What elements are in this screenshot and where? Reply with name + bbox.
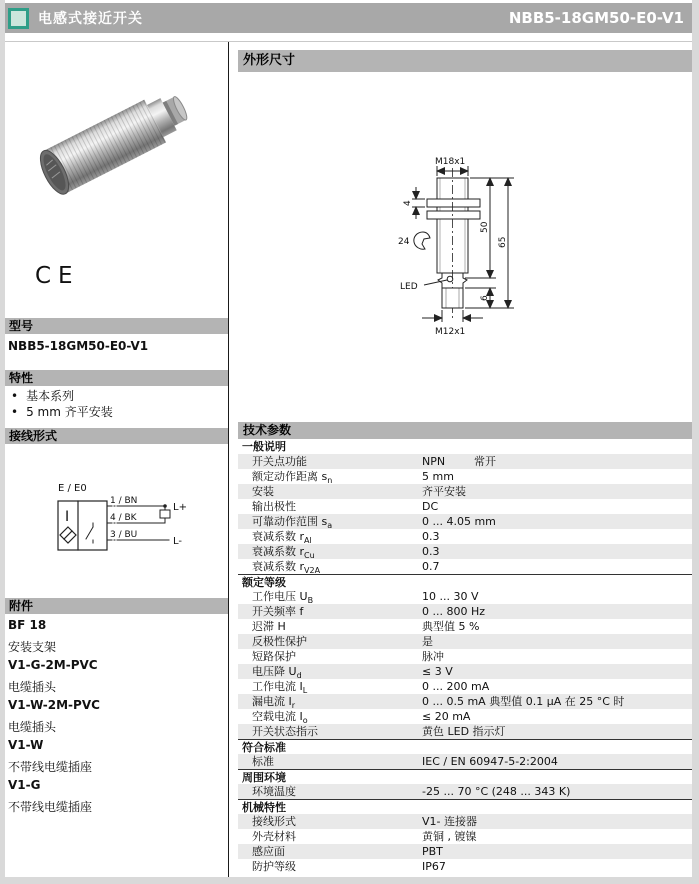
- table-section-title: 一般说明: [242, 440, 286, 453]
- param-value: 0 ... 0.5 mA 典型值 0.1 μA 在 25 °C 时: [422, 695, 625, 708]
- table-row: [238, 709, 692, 724]
- wiring-symbol: I: [65, 509, 70, 525]
- param-label: 短路保护: [252, 650, 296, 663]
- param-value: 脉冲: [422, 650, 444, 663]
- column-divider: [228, 42, 229, 877]
- ce-mark: CE: [35, 263, 80, 289]
- accessory-item: [8, 698, 218, 734]
- param-label: 环境温度: [252, 785, 296, 798]
- accessory-desc: 安装支架: [8, 640, 57, 654]
- table-row: [238, 604, 692, 619]
- param-label: 衰减系数 $r_{Al}$: [252, 530, 312, 544]
- dim-nut-height: 4: [403, 200, 413, 206]
- left-column: [5, 33, 228, 877]
- section-header-model: 型号: [5, 318, 228, 334]
- param-value: 0 ... 4.05 mm: [422, 515, 496, 528]
- table-row: [238, 514, 692, 529]
- table-row: [238, 559, 692, 574]
- section-header-connection: 接线形式: [5, 428, 228, 444]
- table-row: [238, 664, 692, 679]
- section-header-accessories: 附件: [5, 598, 228, 614]
- param-value: PBT: [422, 845, 443, 858]
- wiring-diagram: [55, 481, 235, 577]
- accessories-list: [8, 618, 218, 818]
- header-part-number: NBB5-18GM50-E0-V1: [508, 9, 684, 27]
- table-row: [238, 829, 692, 844]
- table-row: [238, 814, 692, 829]
- param-value: ≤ 20 mA: [422, 710, 471, 723]
- paper: [5, 0, 692, 877]
- terminal-lminus: L-: [173, 536, 183, 547]
- table-section-title: 周围环境: [238, 769, 692, 784]
- param-value: 0.3: [422, 545, 440, 558]
- table-section-title: 机械特性: [238, 799, 692, 814]
- param-label: 感应面: [252, 845, 285, 858]
- param-label: 漏电流 $I_r$: [252, 695, 296, 709]
- param-value: 0 ... 800 Hz: [422, 605, 486, 618]
- param-value: IP67: [422, 860, 446, 873]
- param-label: 外壳材料: [252, 830, 296, 843]
- table-row: [238, 499, 692, 514]
- dim-thread-bottom: M12x1: [435, 327, 466, 337]
- terminal-lplus: L+: [173, 502, 187, 513]
- accessory-item: [8, 738, 218, 774]
- table-row: [238, 859, 692, 874]
- table-row: [238, 454, 692, 469]
- accessory-desc: 电缆插头: [8, 720, 57, 734]
- param-value: DC: [422, 500, 439, 513]
- table-row: [238, 784, 692, 799]
- table-row: [238, 694, 692, 709]
- page-title: 电感式接近开关: [38, 11, 143, 27]
- dim-thread-top: M18x1: [435, 157, 466, 167]
- accessory-item: [8, 618, 218, 654]
- feature-item: • 基本系列: [11, 388, 113, 404]
- param-value: -25 ... 70 °C (248 ... 343 K): [422, 785, 571, 798]
- table-row: [238, 649, 692, 664]
- section-header-dimensions: 外形尺寸: [238, 50, 692, 72]
- param-label: 接线形式: [252, 815, 296, 828]
- param-label: 反极性保护: [252, 635, 307, 648]
- table-row: [238, 679, 692, 694]
- feature-item: • 5 mm 齐平安装: [11, 404, 113, 420]
- param-label: 输出极性: [252, 500, 296, 513]
- load-symbol: [160, 510, 170, 518]
- features-list: [11, 388, 113, 420]
- dim-wrench-size: 24: [398, 237, 410, 247]
- param-label: 开关状态指示: [252, 725, 318, 738]
- param-label: 电压降 $U_d$: [252, 665, 302, 679]
- param-value: 0 ... 200 mA: [422, 680, 490, 693]
- table-row: [238, 529, 692, 544]
- table-row: [238, 754, 692, 769]
- param-value: 0.7: [422, 560, 440, 573]
- tech-table: [238, 439, 692, 874]
- accessory-desc: 不带线电缆插座: [8, 760, 93, 774]
- table-row: [238, 484, 692, 499]
- param-value: NPN 常开: [422, 455, 496, 468]
- table-row: [238, 844, 692, 859]
- table-row: [238, 634, 692, 649]
- param-value: V1- 连接器: [422, 815, 477, 828]
- param-label: 空载电流 $I_o$: [252, 710, 308, 724]
- dimension-drawing: [238, 72, 692, 422]
- table-row: [238, 589, 692, 604]
- accessory-code: V1-G: [8, 778, 41, 792]
- dim-length-body: 50: [480, 221, 490, 233]
- accessory-desc: 电缆插头: [8, 680, 57, 694]
- param-value: 黄色 LED 指示灯: [422, 725, 506, 738]
- param-value: 黄铜 , 镀镍: [422, 830, 477, 843]
- dim-led-label: LED: [400, 282, 418, 292]
- param-label: 开关点功能: [252, 455, 307, 468]
- accessory-item: [8, 658, 218, 694]
- param-label: 安装: [252, 485, 274, 498]
- table-row: [238, 544, 692, 559]
- param-label: 工作电流 $I_L$: [252, 680, 308, 694]
- param-label: 防护等级: [252, 860, 296, 873]
- table-section-title: 额定等级: [238, 574, 692, 589]
- table-row: [238, 619, 692, 634]
- pin-label-bn: 1 / BN: [110, 496, 138, 506]
- param-label: 工作电压 $U_B$: [252, 590, 314, 604]
- table-row: [238, 724, 692, 739]
- param-value: 5 mm: [422, 470, 454, 483]
- section-header-tech: 技术参数: [238, 422, 692, 439]
- dim-connector-height: 6: [480, 295, 490, 301]
- right-column: [238, 50, 692, 874]
- pin-label-bk: 4 / BK: [110, 513, 137, 523]
- param-value: IEC / EN 60947-5-2:2004: [422, 755, 558, 768]
- section-header-features: 特性: [5, 370, 228, 386]
- param-value: 典型值 5 %: [422, 620, 480, 633]
- accessory-desc: 不带线电缆插座: [8, 800, 93, 814]
- model-number: NBB5-18GM50-E0-V1: [8, 339, 149, 353]
- param-label: 标准: [252, 755, 274, 768]
- accessory-code: V1-W-2M-PVC: [8, 698, 100, 712]
- table-section-title: 符合标准: [238, 739, 692, 754]
- pin-label-bu: 3 / BU: [110, 530, 138, 540]
- accessory-item: [8, 778, 218, 814]
- accessory-code: BF 18: [8, 618, 47, 632]
- param-value: 齐平安装: [422, 485, 466, 498]
- wiring-type-label: E / E0: [58, 483, 87, 494]
- param-label: 迟滞 H: [252, 620, 286, 633]
- product-photo: [30, 73, 202, 209]
- param-label: 额定动作距离 $s_n$: [252, 470, 333, 484]
- param-label: 可靠动作范围 $s_a$: [252, 515, 333, 529]
- accessory-code: V1-G-2M-PVC: [8, 658, 98, 672]
- param-label: 衰减系数 $r_{V2A}$: [252, 560, 321, 574]
- table-row: [238, 469, 692, 484]
- param-value: 0.3: [422, 530, 440, 543]
- param-value: ≤ 3 V: [422, 665, 453, 678]
- brand-icon: [8, 8, 29, 29]
- param-label: 开关频率 f: [252, 605, 304, 618]
- param-value: 10 ... 30 V: [422, 590, 479, 603]
- dim-length-total: 65: [498, 236, 508, 248]
- param-label: 衰减系数 $r_{Cu}$: [252, 545, 315, 559]
- top-header-bar: [5, 3, 692, 33]
- param-value: 是: [422, 635, 433, 648]
- accessory-code: V1-W: [8, 738, 44, 752]
